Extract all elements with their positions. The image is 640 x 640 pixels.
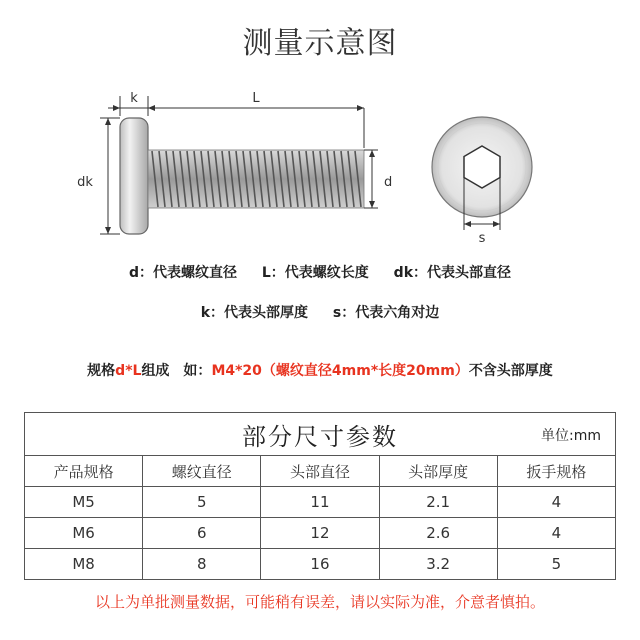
screw-head bbox=[120, 118, 148, 234]
label-s: s bbox=[478, 231, 486, 246]
legend-s: s：代表六角对边 bbox=[332, 305, 440, 321]
table-cell: 4 bbox=[497, 487, 615, 518]
legend-L: L：代表螺纹长度 bbox=[261, 265, 369, 281]
table-cell: 11 bbox=[261, 487, 379, 518]
table-row bbox=[25, 549, 616, 580]
table-cell: 5 bbox=[143, 487, 261, 518]
label-k: k bbox=[130, 91, 138, 106]
table-cell: 5 bbox=[497, 549, 615, 580]
disclaimer-note: 以上为单批测量数据，可能稍有误差，请以实际为准，介意者慎拍。 bbox=[94, 593, 545, 611]
spec-dl: d*L bbox=[115, 363, 142, 379]
label-dk: dk bbox=[77, 175, 93, 190]
table-cell: 4 bbox=[497, 518, 615, 549]
table-row bbox=[25, 518, 616, 549]
table-cell: M6 bbox=[25, 518, 143, 549]
screw-measurement-diagram bbox=[0, 80, 640, 250]
table-unit: 单位:mm bbox=[541, 428, 601, 444]
table-cell: M8 bbox=[25, 549, 143, 580]
table-cell: 8 bbox=[143, 549, 261, 580]
table-cell: 2.6 bbox=[379, 518, 497, 549]
legend-dk: dk：代表头部直径 bbox=[393, 265, 512, 281]
legend-d: d：代表螺纹直径 bbox=[128, 265, 237, 281]
table-header: 螺纹直径 bbox=[143, 456, 261, 487]
legend-k: k：代表头部厚度 bbox=[200, 305, 309, 321]
table-header: 产品规格 bbox=[25, 456, 143, 487]
label-d: d bbox=[384, 175, 393, 190]
table-cell: 6 bbox=[143, 518, 261, 549]
table-header: 扳手规格 bbox=[497, 456, 615, 487]
table-cell: M5 bbox=[25, 487, 143, 518]
table-header: 头部直径 bbox=[261, 456, 379, 487]
legend-line-2 bbox=[0, 302, 640, 322]
page-title: 测量示意图 bbox=[242, 26, 398, 61]
label-L: L bbox=[252, 91, 260, 106]
size-table bbox=[24, 412, 616, 580]
table-title-cell bbox=[25, 413, 616, 456]
spec-example-value: M4*20（螺纹直径4mm*长度20mm） bbox=[211, 363, 469, 379]
table-cell: 12 bbox=[261, 518, 379, 549]
spec-example bbox=[0, 360, 640, 380]
table-title: 部分尺寸参数 bbox=[242, 422, 398, 451]
table-header: 头部厚度 bbox=[379, 456, 497, 487]
legend-line-1 bbox=[0, 262, 640, 282]
spec-suffix: 不含头部厚度 bbox=[468, 363, 553, 379]
table-cell: 2.1 bbox=[379, 487, 497, 518]
table-row bbox=[25, 487, 616, 518]
table-header-row bbox=[25, 456, 616, 487]
table-cell: 3.2 bbox=[379, 549, 497, 580]
spec-prefix: 规格 bbox=[87, 363, 116, 379]
spec-mid: 组成 如： bbox=[141, 363, 212, 379]
table-cell: 16 bbox=[261, 549, 379, 580]
